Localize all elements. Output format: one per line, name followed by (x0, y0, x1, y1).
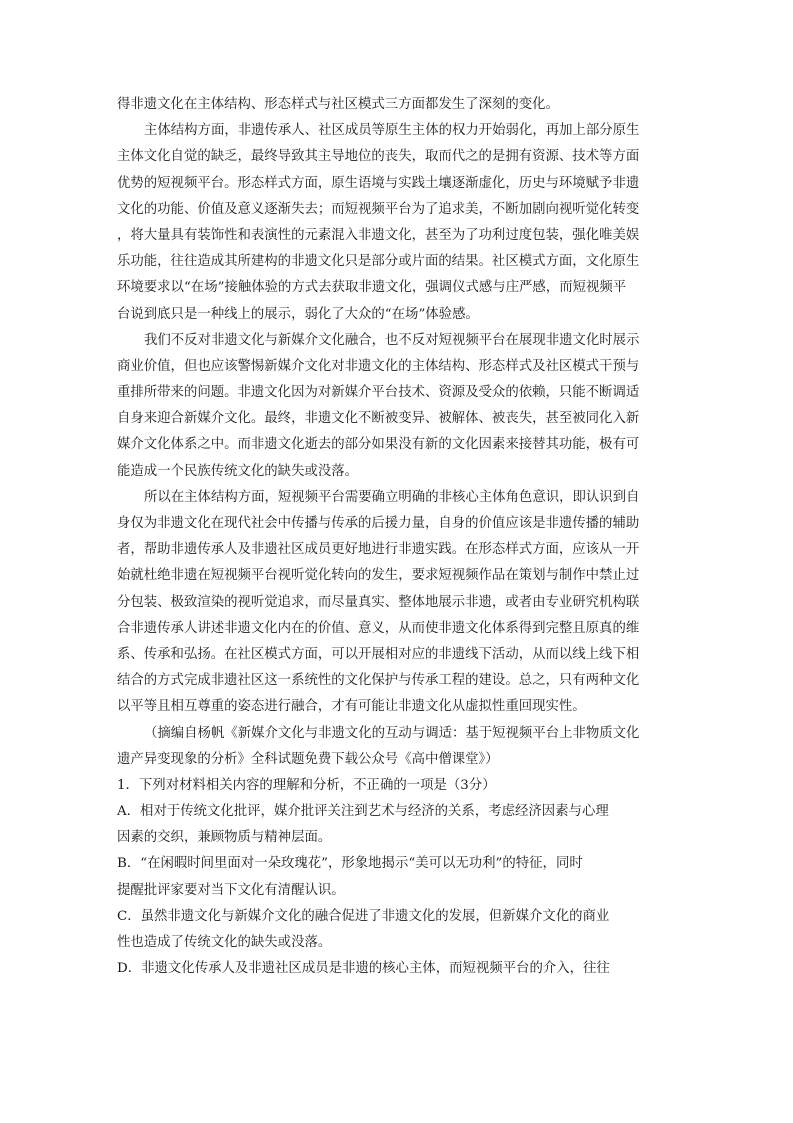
paragraph-solution-line: 所以在主体结构方面，短视频平台需要确立明确的非核心主体角色意识，即认识到自 (144, 489, 640, 505)
source-citation-line: 遗产异变现象的分析》全科试题免费下载公众号《高中僧课堂》） (117, 751, 499, 767)
option-a-line: A．相对于传统文化批评，媒介批评关注到艺术与经济的关系，考虑经济因素与心理 (117, 804, 609, 820)
paragraph-structure-line: 主体结构方面，非遗传承人、社区成员等原生主体的权力开始弱化，再加上部分原生 (144, 123, 640, 139)
paragraph-structure-line: 乐功能，往往造成其所建构的非遗文化只是部分或片面的结果。社区模式方面，文化原生 (117, 254, 640, 270)
paragraph-structure-line: ，将大量具有装饰性和表演性的元素混入非遗文化，甚至为了功利过度包装，强化唯美娱 (117, 227, 640, 243)
paragraph-opinion-line: 重排所带来的问题。非遗文化因为对新媒介平台技术、资源及受众的依赖，只能不断调适 (117, 385, 640, 401)
option-c-line: C．虽然非遗文化与新媒介文化的融合促进了非遗文化的发展，但新媒介文化的商业 (117, 908, 610, 924)
paragraph-structure-line: 环境要求以“在场”接触体验的方式去获取非遗文化，强调仪式感与庄严感，而短视频平 (117, 280, 627, 296)
document-page (117, 92, 643, 982)
option-b-line: B．“在闲暇时间里面对一朵玫瑰花”，形象地揭示“美可以无功利”的特征，同时 (117, 856, 583, 872)
paragraph-solution-line: 结合的方式完成非遗社区这一系统性的文化保护与传承工程的建设。总之，只有两种文化 (117, 673, 640, 689)
paragraph-structure-line: 台说到底只是一种线上的展示，弱化了大众的“在场”体验感。 (117, 306, 479, 322)
paragraph-solution-line: 以平等且相互尊重的姿态进行融合，才有可能让非遗文化从虚拟性重回现实性。 (117, 699, 586, 715)
paragraph-solution-line: 始就杜绝非遗在短视频平台视听觉化转向的发生，要求短视频作品在策划与制作中禁止过 (117, 568, 640, 584)
option-b-line: 提醒批评家要对当下文化有清醒认识。 (117, 882, 345, 898)
paragraph-opinion-line: 媒介文化体系之中。而非遗文化逝去的部分如果没有新的文化因素来接替其功能，极有可 (117, 437, 640, 453)
paragraph-solution-line: 合非遗传承人讲述非遗文化内在的价值、意义，从而使非遗文化体系得到完整且原真的维 (117, 620, 640, 636)
paragraph-opinion-line: 自身来迎合新媒介文化。最终，非遗文化不断被变异、被解体、被丧失，甚至被同化入新 (117, 411, 640, 427)
option-a-line: 因素的交织，兼顾物质与精神层面。 (117, 830, 332, 846)
question-stem: 1．下列对材料相关内容的理解和分析，不正确的一项是（3分） (117, 777, 496, 793)
paragraph-solution-line: 者，帮助非遗传承人及非遗社区成员更好地进行非遗实践。在形态样式方面，应该从一开 (117, 542, 640, 558)
paragraph-opinion-line: 能造成一个民族传统文化的缺失或没落。 (117, 463, 359, 479)
paragraph-continuation-line: 得非遗文化在主体结构、形态样式与社区模式三方面都发生了深刻的变化。 (117, 97, 559, 112)
paragraph-structure-line: 文化的功能、价值及意义逐渐失去；而短视频平台为了追求美，不断加剧向视听觉化转变 (117, 201, 640, 217)
paragraph-solution-line: 分包装、极致渲染的视听觉追求，而尽量真实、整体地展示非遗，或者由专业研究机构联 (117, 594, 640, 610)
paragraph-opinion-line: 我们不反对非遗文化与新媒介文化融合，也不反对短视频平台在展现非遗文化时展示 (144, 332, 640, 348)
paragraph-structure-line: 优势的短视频平台。形态样式方面，原生语境与实践土壤逐渐虚化，历史与环境赋予非遗 (117, 175, 640, 191)
source-citation-line: （摘编自杨帆《新媒介文化与非遗文化的互动与调适：基于短视频平台上非物质文化 (144, 725, 640, 741)
paragraph-structure-line: 主体文化自觉的缺乏，最终导致其主导地位的丧失，取而代之的是拥有资源、技术等方面 (117, 149, 640, 165)
paragraph-solution-line: 系、传承和弘扬。在社区模式方面，可以开展相对应的非遗线下活动，从而以线上线下相 (117, 646, 640, 662)
option-d-line: D．非遗文化传承人及非遗社区成员是非遗的核心主体，而短视频平台的介入，往往 (117, 961, 610, 977)
paragraph-opinion-line: 商业价值，但也应该警惕新媒介文化对非遗文化的主体结构、形态样式及社区模式干预与 (117, 358, 640, 374)
option-c-line: 性也造成了传统文化的缺失或没落。 (117, 935, 332, 950)
paragraph-solution-line: 身仅为非遗文化在现代社会中传播与传承的后援力量，自身的价值应该是非遗传播的辅助 (117, 516, 640, 531)
